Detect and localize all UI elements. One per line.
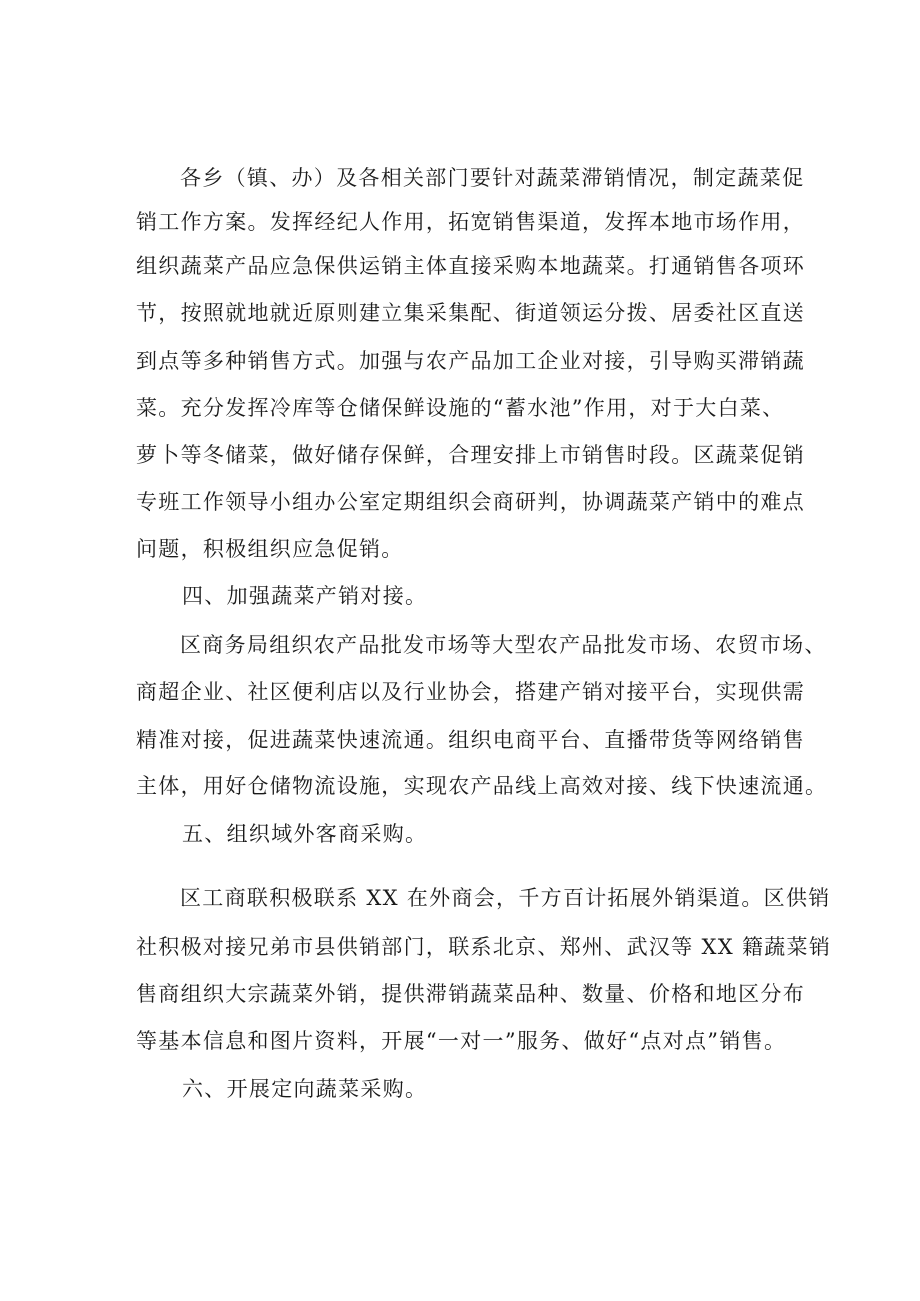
paragraph-1-line-7: 萝卜等冬储菜，做好储存保鲜，合理安排上市销售时段。区蔬菜促销 bbox=[136, 443, 805, 467]
paragraph-1-line-1: 各乡（镇、办）及各相关部门要针对蔬菜滞销情况，制定蔬菜促 bbox=[180, 166, 805, 190]
paragraph-2-line-1: 区商务局组织农产品批发市场等大型农产品批发市场、农贸市场、 bbox=[180, 633, 827, 657]
paragraph-1-line-5: 到点等多种销售方式。加强与农产品加工企业对接，引导购买滞销蔬 bbox=[136, 349, 805, 373]
section-heading-4: 四、加强蔬菜产销对接。 bbox=[182, 584, 428, 608]
paragraph-1-line-2: 销工作方案。发挥经纪人作用，拓宽销售渠道，发挥本地市场作用， bbox=[136, 210, 805, 234]
paragraph-1-line-4: 节，按照就地就近原则建立集采集配、街道领运分拨、居委社区直送 bbox=[136, 301, 805, 325]
paragraph-3-line-4: 等基本信息和图片资料，开展“一对一”服务、做好“点对点”销售。 bbox=[136, 1029, 787, 1053]
paragraph-1-line-9: 问题，积极组织应急促销。 bbox=[136, 537, 404, 561]
paragraph-1-line-3: 组织蔬菜产品应急保供运销主体直接采购本地蔬菜。打通销售各项环 bbox=[136, 254, 805, 278]
section-heading-5: 五、组织域外客商采购。 bbox=[182, 822, 428, 846]
paragraph-3-line-3: 售商组织大宗蔬菜外销，提供滞销蔬菜品种、数量、价格和地区分布 bbox=[136, 982, 805, 1006]
paragraph-2-line-2: 商超企业、社区便利店以及行业协会，搭建产销对接平台，实现供需 bbox=[136, 680, 805, 704]
paragraph-1-line-6: 菜。充分发挥冷库等仓储保鲜设施的“蓄水池”作用，对于大白菜、 bbox=[136, 396, 785, 420]
paragraph-3-line-2: 社积极对接兄弟市县供销部门，联系北京、郑州、武汉等 XX 籍蔬菜销 bbox=[136, 935, 832, 959]
paragraph-2-line-3: 精准对接，促进蔬菜快速流通。组织电商平台、直播带货等网络销售 bbox=[136, 728, 805, 752]
paragraph-2-line-4: 主体，用好仓储物流设施，实现农产品线上高效对接、线下快速流通。 bbox=[136, 774, 828, 798]
paragraph-3-line-1: 区工商联积极联系 XX 在外商会，千方百计拓展外销渠道。区供销 bbox=[180, 886, 831, 910]
section-heading-6: 六、开展定向蔬菜采购。 bbox=[182, 1077, 428, 1101]
paragraph-1-line-8: 专班工作领导小组办公室定期组织会商研判，协调蔬菜产销中的难点 bbox=[136, 490, 805, 514]
